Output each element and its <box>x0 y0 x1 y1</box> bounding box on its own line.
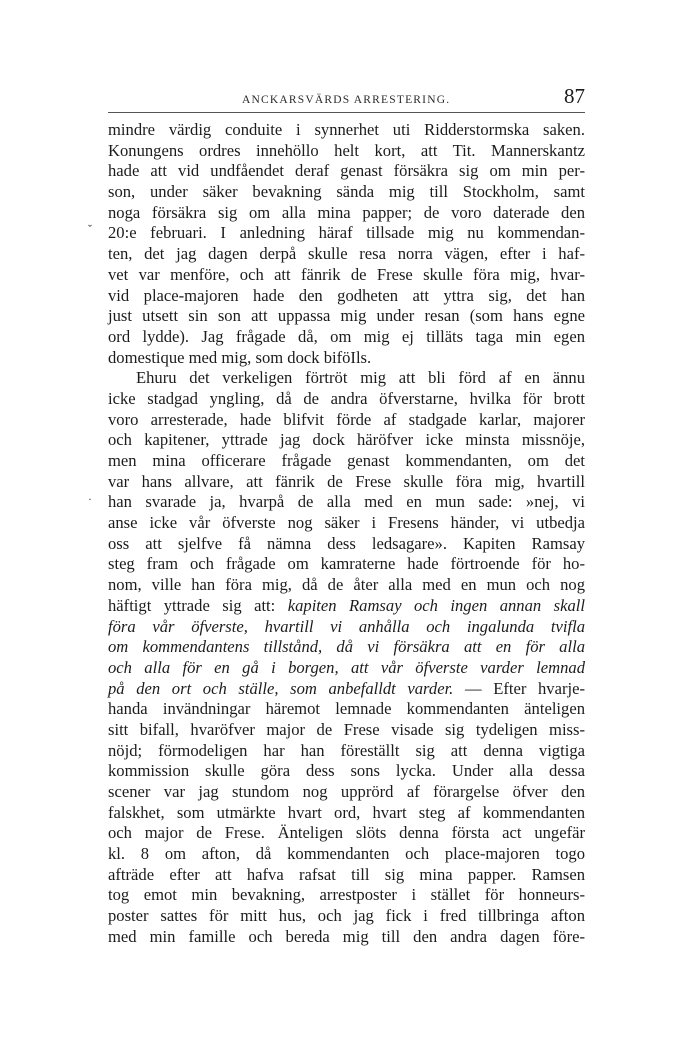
text-line: med min famille och bereda mig till den andra dagen före- <box>108 926 585 946</box>
text-line: 20:e februari. I anledning häraf tillsade mig nu kommendan- <box>108 223 585 243</box>
text-line: sitt bifall, hvaröfver major de Frese visade sig tydeligen miss- <box>108 719 585 739</box>
text-line: voro arresterade, hade blifvit förde af stadgade karlar, majorer <box>108 409 585 429</box>
page-number: 87 <box>564 84 585 108</box>
text-line: vid place-majoren hade den godheten att yttra sig, det han <box>108 285 585 305</box>
text-line: domestique med mig, som dock biföIls. <box>108 347 372 367</box>
italic-fragment: på den ort och ställe, som anbefalldt varder. <box>108 678 454 698</box>
body-text <box>108 120 585 948</box>
text-line: ord lydde). Jag frågade då, om mig ej tilläts taga min egen <box>108 326 585 346</box>
text-line: handa invändningar häremot lemnade kommendanten änteligen <box>108 699 585 719</box>
text-line: hade att vid undfåendet deraf genast försäkra sig om min per- <box>108 161 585 181</box>
text-line: oss att sjelfve få nämna dess ledsagare». Kapiten Ramsay <box>108 533 585 553</box>
text-line-italic: föra vår öfverste, hvartill vi anhålla och ingalunda tvifla <box>108 616 585 636</box>
running-head: ANCKARSVÄRDS ARRESTERING. <box>242 94 451 106</box>
text-line-mixed <box>108 679 585 700</box>
text-line: son, under säker bevakning sända mig till Stockholm, samt <box>108 182 585 202</box>
text-line: var hans allvare, att fänrik de Frese skulle föra mig, hvartill <box>108 471 585 491</box>
text-line-italic: och alla för en gå i borgen, att vår öfverste varder lemnad <box>108 657 585 677</box>
page-header <box>108 84 585 114</box>
text-line: och kapitener, yttrade jag dock häröfver icke minsta missnöje, <box>108 430 585 450</box>
text-line-mixed <box>108 596 585 617</box>
text-line: tog emot min bevakning, arrestposter i stället för honneurs- <box>108 885 585 905</box>
text-line: steg fram och frågade om kamraterne hade förtroende för ho- <box>108 554 585 574</box>
text-line: kommission skulle göra dess sons lycka. Under alla dessa <box>108 761 585 781</box>
margin-mark: · <box>88 492 92 506</box>
text-line: anse icke vår öfverste nog säker i Fresens händer, vi utbedja <box>108 513 585 533</box>
text-line: han svarade ja, hvarpå de alla med en mun sade: »nej, vi <box>108 492 585 512</box>
text-fragment: häftigt yttrade sig att: <box>108 595 276 615</box>
text-line: och major de Frese. Änteligen slöts denna första act ungefär <box>108 823 585 843</box>
text-line: falskhet, som utmärkte hvart ord, hvart steg af kommendanten <box>108 802 585 822</box>
text-line: noga försäkra sig om alla mina papper; de voro daterade den <box>108 202 585 222</box>
text-line: icke stadgad yngling, då de andra öfverstarne, hvilka för brott <box>108 388 585 408</box>
text-line: just utsett sin son att uppassa mig under resan (som hans egne <box>108 306 585 326</box>
text-line: Ehuru det verkeligen förtröt mig att bli förd af en ännu <box>136 368 585 388</box>
text-fragment: Efter hvarje- <box>493 678 585 698</box>
text-line: ten, det jag dagen derpå skulle resa norra vägen, efter i haf- <box>108 244 585 264</box>
text-line: nöjd; förmodeligen har han föreställt sig att denna vigtiga <box>108 740 585 760</box>
text-line: scener var jag stundom nog upprörd af förargelse öfver den <box>108 782 585 801</box>
text-line: men mina officerare frågade genast kommendanten, om det <box>108 451 585 470</box>
header-rule <box>108 112 585 113</box>
text-line: mindre värdig conduite i synnerhet uti Ridderstormska saken. <box>108 120 585 139</box>
text-line: nom, ville han föra mig, då de åter alla med en mun och nog <box>108 575 585 595</box>
margin-mark: ˇ <box>88 222 92 236</box>
text-line-italic: om kommendantens tillstånd, då vi försäkra att en för alla <box>108 637 585 657</box>
italic-fragment: kapiten Ramsay och ingen annan skall <box>287 595 585 615</box>
text-line: kl. 8 om afton, då kommendanten och place-majoren togo <box>108 844 585 864</box>
text-line: afträde efter att hafva rafsat till sig mina papper. Ramsen <box>108 864 585 884</box>
text-line: vet var menföre, och att fänrik de Frese skulle föra mig, hvar- <box>108 264 585 284</box>
dash: — <box>464 678 482 698</box>
text-line: poster sattes för mitt hus, och jag fick i fred tillbringa afton <box>108 906 585 926</box>
text-line: Konungens ordres innehöllo helt kort, att Tit. Mannerskantz <box>108 140 585 160</box>
